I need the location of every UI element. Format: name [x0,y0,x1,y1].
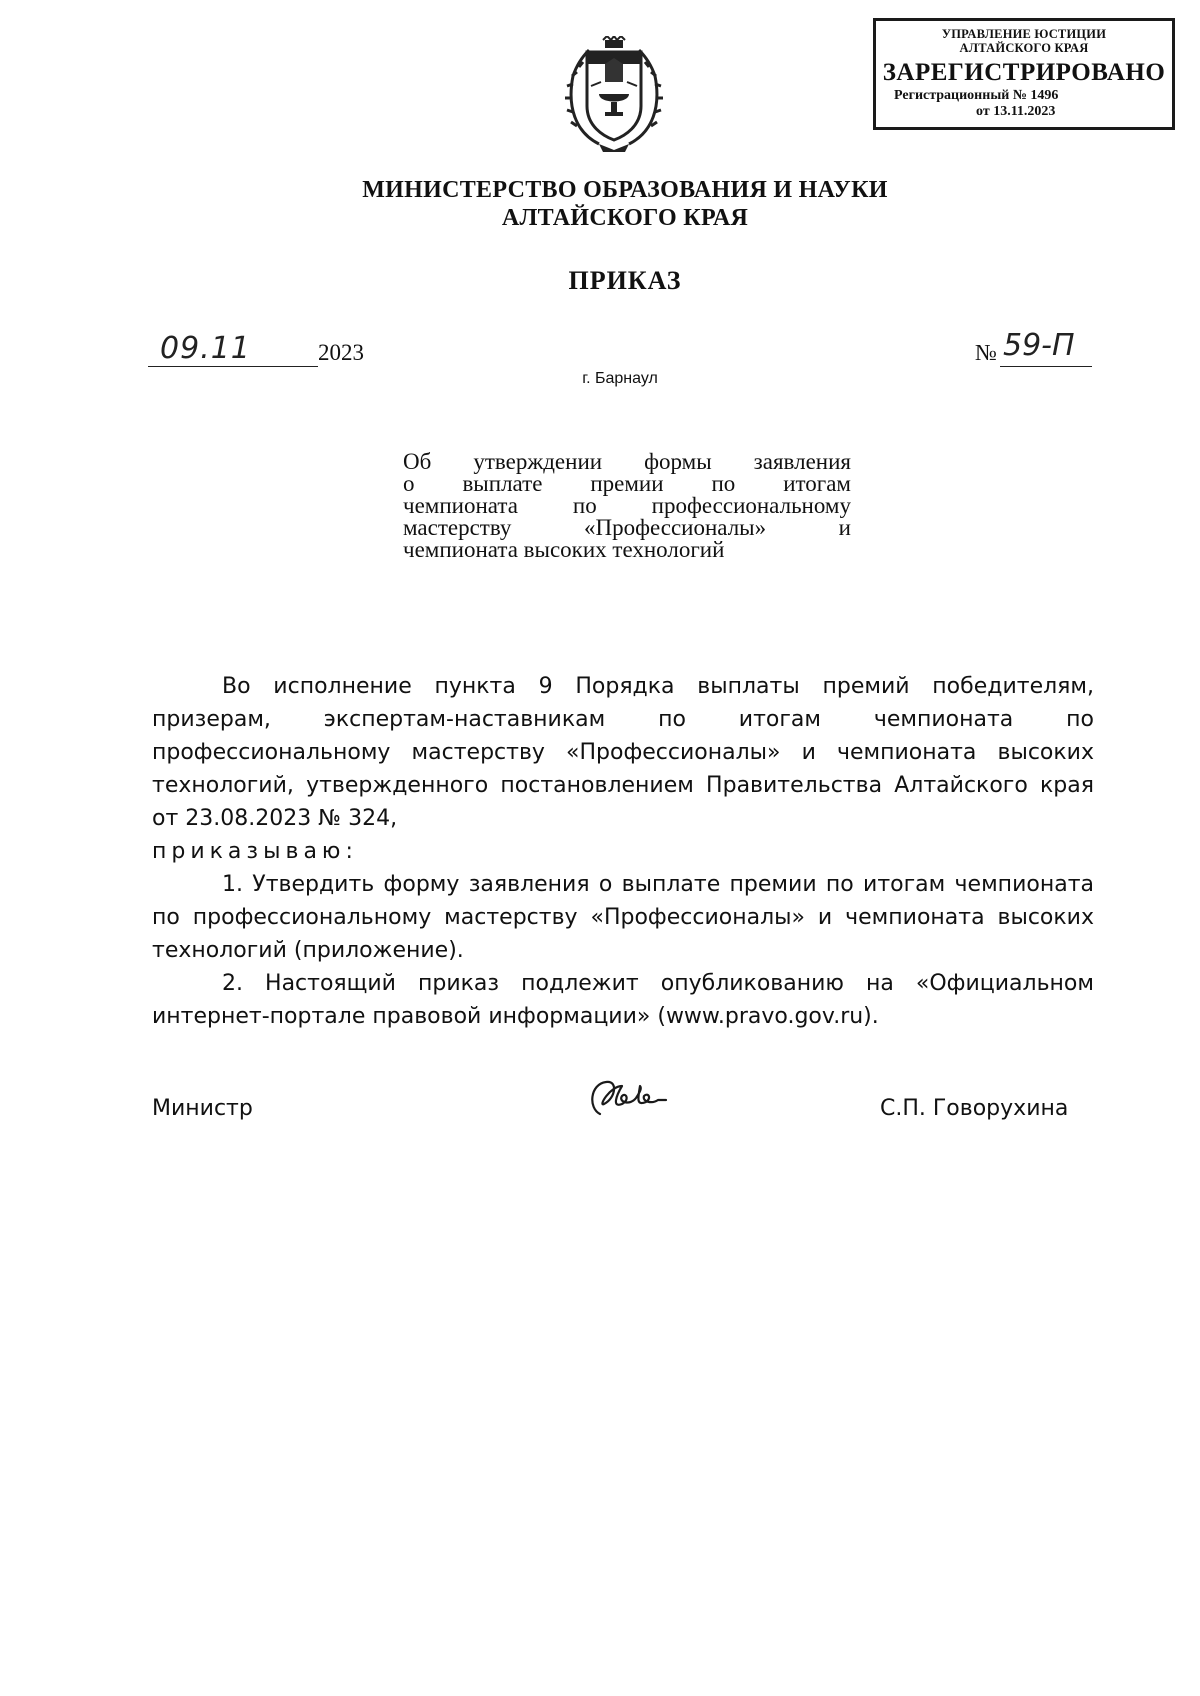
order-body [152,670,1094,1033]
signer-name: С.П. Говорухина [880,1096,1069,1121]
registration-stamp [873,18,1175,130]
stamp-organization: УПРАВЛЕНИЕ ЮСТИЦИИ АЛТАЙСКОГО КРАЯ [941,27,1107,55]
preamble-paragraph: Во исполнение пункта 9 Порядка выплаты премий победителям, призерам, экспертам-наставникам по итогам чемпионата по профессиональному мастерству «Профессионалы» и чемпионата высоких технологий, утвержденного постановлением Правительства Алтайского края от 23.08.2023 № 324, [152,674,1094,831]
signer-role: Министр [152,1096,253,1121]
orders-word: приказываю: [152,839,358,864]
order-item-1: 1. Утвердить форму заявления о выплате премии по итогам чемпионата по профессиональному мастерству «Профессионалы» и чемпионата высоких технологий (приложение). [152,872,1094,963]
subject-line: чемпионата высоких технологий [403,537,725,562]
subject-line: чемпионата по профессиональному [403,493,851,518]
order-number-handwritten: 59-П [1003,328,1075,363]
stamp-registration-number: Регистрационный № 1496 [894,88,1059,103]
order-subject [403,451,851,561]
subject-line: мастерству «Профессионалы» и [403,515,851,540]
date-underline [148,366,318,367]
stamp-title: ЗАРЕГИСТРИРОВАНО [882,59,1166,86]
number-sign: № [975,340,997,365]
city-name: г. Барнаул [582,370,658,387]
stamp-registration-date: от 13.11.2023 [976,104,1056,119]
order-date-handwritten: 09.11 [160,331,251,366]
number-underline [1000,366,1092,367]
document-type-title: ПРИКАЗ [568,266,682,295]
handwritten-signature [582,1074,678,1124]
subject-line: о выплате премии по итогам [403,471,851,496]
order-year: 2023 [318,340,364,365]
order-item-2: 2. Настоящий приказ подлежит опубликованию на «Официальном интернет-портале правовой информации» (www.pravo.gov.ru). [152,971,1094,1029]
subject-line: Об утверждении формы заявления [403,449,851,474]
coat-of-arms-emblem [565,36,663,154]
ministry-name: МИНИСТЕРСТВО ОБРАЗОВАНИЯ И НАУКИ АЛТАЙСКОГО КРАЯ [362,177,888,231]
